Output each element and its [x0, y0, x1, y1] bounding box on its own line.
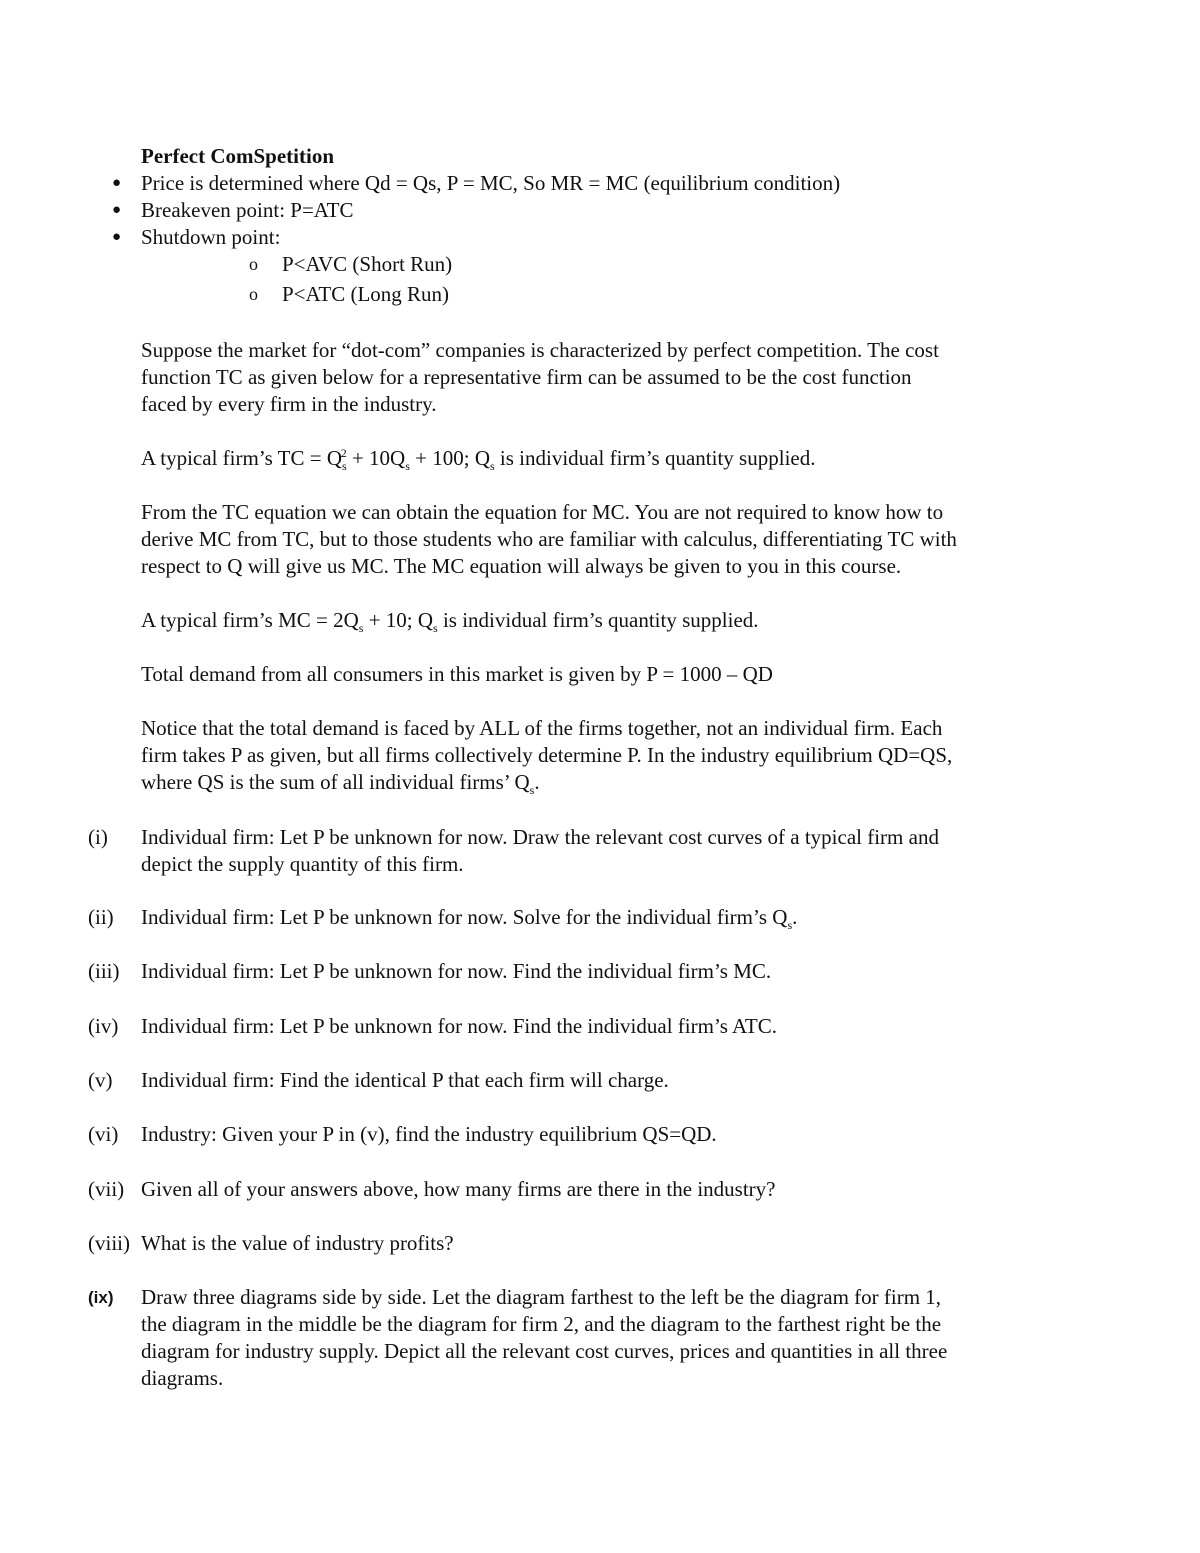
paragraph-line: firm takes P as given, but all firms collectively determine P. In the industry equilibrium QD=QS, — [141, 743, 953, 767]
question-text: Given all of your answers above, how many firms are there in the industry? — [141, 1177, 776, 1201]
question-text: Individual firm: Let P be unknown for now. Solve for the individual firm’s $Q_s$. — [141, 905, 798, 933]
question-text: Individual firm: Let P be unknown for now. Draw the relevant cost curves of a typical firm and — [141, 825, 939, 849]
bullet-item: Price is determined where Qd = Qs, P = MC, So MR = MC (equilibrium condition) — [141, 171, 841, 195]
question-text: Industry: Given your P in (v), find the industry equilibrium QS=QD. — [141, 1122, 717, 1146]
question-text: Individual firm: Let P be unknown for now. Find the individual firm’s MC. — [141, 959, 772, 983]
question-text: Draw three diagrams side by side. Let the diagram farthest to the left be the diagram for firm 1, — [141, 1285, 942, 1309]
sub-bullet-item: P<AVC (Short Run) — [282, 252, 453, 276]
bullet-item: Shutdown point: — [141, 225, 281, 249]
sub-bullet-icon: o — [249, 284, 258, 304]
question-number: (vii) — [88, 1177, 125, 1201]
question-text: the diagram in the middle be the diagram for firm 2, and the diagram to the farthest right be the — [141, 1312, 942, 1336]
question-number: (iv) — [88, 1014, 119, 1038]
demand-equation: Total demand from all consumers in this market is given by P = 1000 – QD — [141, 662, 773, 686]
question-number: (v) — [88, 1068, 113, 1092]
question-number: (i) — [88, 825, 108, 849]
bullet-icon: ● — [112, 202, 122, 218]
paragraph-line: function TC as given below for a representative firm can be assumed to be the cost function — [141, 365, 912, 389]
paragraph-line: Suppose the market for “dot-com” companies is characterized by perfect competition. The cost — [141, 338, 939, 362]
question-text: What is the value of industry profits? — [141, 1231, 454, 1255]
page-title: Perfect ComSpetition — [141, 144, 335, 168]
mc-equation: A typical firm’s MC = $2Q_s + 10$; $Q_s$ is individual firm’s quantity supplied. — [141, 608, 759, 636]
paragraph-line: where QS is the sum of all individual firms’ $Q_s$. — [141, 770, 540, 798]
sub-bullet-icon: o — [249, 254, 258, 274]
question-text: Individual firm: Find the identical P that each firm will charge. — [141, 1068, 669, 1092]
paragraph-line: derive MC from TC, but to those students who are familiar with calculus, differentiating TC with — [141, 527, 957, 551]
paragraph-line: faced by every firm in the industry. — [141, 392, 437, 416]
question-text: diagrams. — [141, 1366, 224, 1390]
bullet-item: Breakeven point: P=ATC — [141, 198, 354, 222]
question-number: (iii) — [88, 959, 120, 983]
sub-bullet-item: P<ATC (Long Run) — [282, 282, 450, 306]
bullet-icon: ● — [112, 175, 122, 191]
paragraph-line: respect to Q will give us MC. The MC equation will always be given to you in this course. — [141, 554, 902, 578]
paragraph-line: Notice that the total demand is faced by ALL of the firms together, not an individual firm. Each — [141, 716, 943, 740]
bullet-icon: ● — [112, 229, 122, 245]
question-number: (ii) — [88, 905, 114, 929]
question-text: diagram for industry supply. Depict all the relevant cost curves, prices and quantities in all three — [141, 1339, 948, 1363]
question-text: depict the supply quantity of this firm. — [141, 852, 464, 876]
question-number: (vi) — [88, 1122, 119, 1146]
paragraph-line: From the TC equation we can obtain the equation for MC. You are not required to know how to — [141, 500, 944, 524]
tc-equation: A typical firm’s TC = $Q_s^2 + 10Q_s + 100$; $Q_s$ is individual firm’s quantity supplied. — [141, 446, 816, 474]
question-number: (viii) — [88, 1231, 130, 1255]
question-text: Individual firm: Let P be unknown for now. Find the individual firm’s ATC. — [141, 1014, 777, 1038]
question-number: (ix) — [88, 1288, 114, 1307]
